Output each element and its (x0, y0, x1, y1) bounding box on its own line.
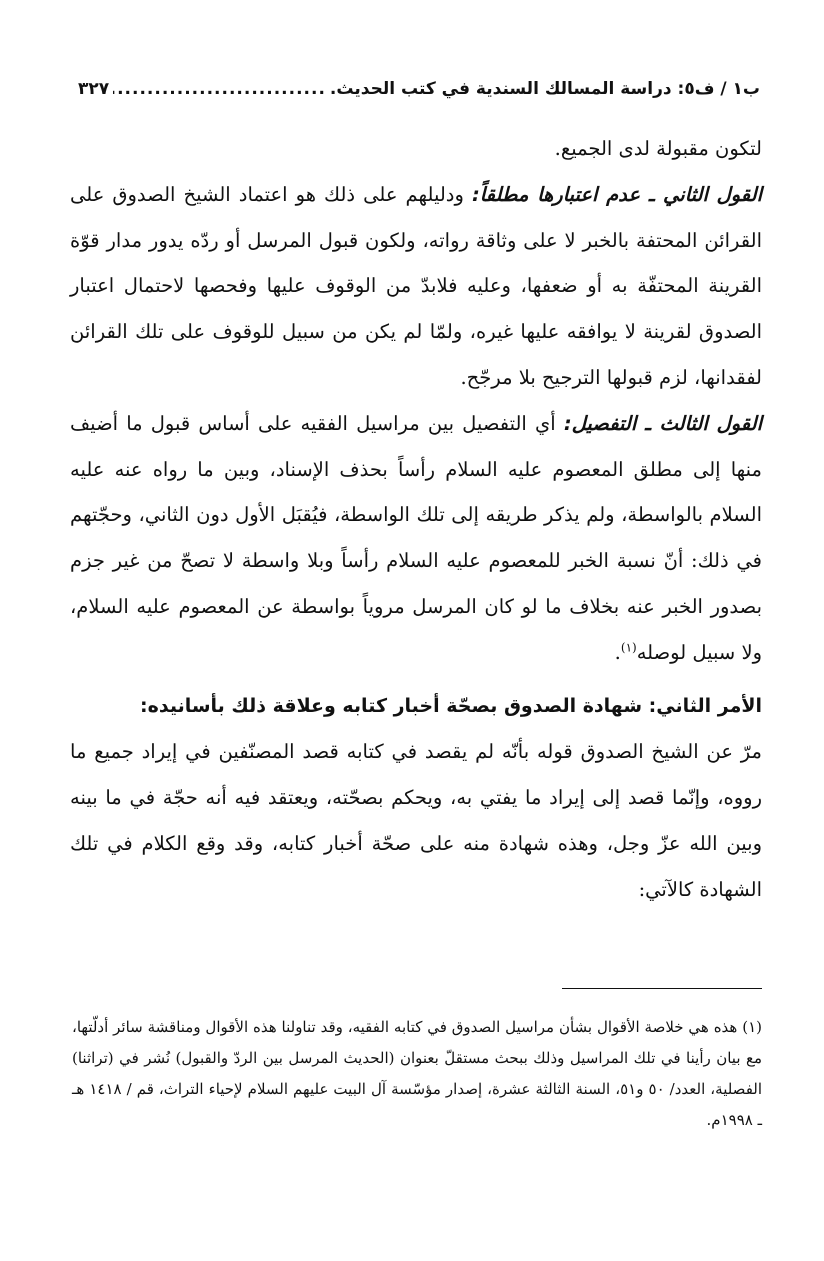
section-heading: الأمر الثاني: شهادة الصدوق بصحّة أخبار كتابه وعلاقة ذلك بأسانيده: (140, 694, 762, 717)
leader-dots (113, 79, 326, 99)
paragraph-text: أي التفصيل بين مراسيل الفقيه على أساس قبول ما أضيف منها إلى مطلق المعصوم عليه السلام رأساً بحذف الإسناد، وبين ما رواه عنه عليه السلام بالواسطة، ولم يذكر طريقه إلى تلك الواسطة، فيُقبَل الأول دون الثاني، وحجّتهم في ذلك: أنّ نسبة الخبر للمعصوم عليه السلام رأساً وبلا واسطة لا تصحّ من غير جزم بصدور الخبر عنه بخلاف ما لو كان المرسل مروياً بواسطة عن المعصوم عليه السلام، ولا سبيل لوصله (70, 411, 762, 664)
paragraph (70, 172, 762, 401)
footnote-reference: (١) (620, 640, 637, 655)
chapter-title: ب١ / ف٥: دراسة المسالك السندية في كتب الحديث. (329, 79, 760, 99)
footnote (72, 1012, 762, 1136)
opinion-heading: القول الثالث ـ التفصيل: (563, 411, 762, 435)
paragraph: مرّ عن الشيخ الصدوق قوله بأنّه لم يقصد في كتابه قصد المصنّفين في إيراد جميع ما رووه، وإنّما قصد إلى إيراد ما يفتي به، ويحكم بصحّته، ويعتقد فيه أنه حجّة في ما بينه وبين الله عزّ وجل، وهذه شهادة منه على صحّة أخبار كتابه، وقد وقع الكلام في تلك الشهادة كالآتي: (70, 740, 762, 901)
page-number: ٣٢٧ (78, 79, 110, 99)
footnotes (72, 1012, 762, 1136)
paragraph (70, 401, 762, 676)
main-text (70, 126, 762, 913)
opinion-heading: القول الثاني ـ عدم اعتبارها مطلقاً: (471, 182, 763, 206)
paragraph-end: . (614, 640, 621, 664)
paragraph: لتكون مقبولة لدى الجميع. (554, 137, 762, 160)
running-header (78, 74, 760, 104)
paragraph-text: ودليلهم على ذلك هو اعتماد الشيخ الصدوق على القرائن المحتفة بالخبر لا على وثاقة رواته، ولكون قبول المرسل أو ردّه يدور مدار قوّة القرينة المحتفّة به أو ضعفها، وعليه فلابدّ من الوقوف عليها وفحصها لاحتمال اعتبار الصدوق لقرينة لا يوافقه عليها غيره، ولمّا لم يكن من سبيل للوقوف على تلك القرائن لفقدانها، لزم قبولها الترجيح بلا مرجّح. (70, 182, 762, 389)
footnote-divider (562, 988, 762, 989)
footnote-text: هذه هي خلاصة الأقوال بشأن مراسيل الصدوق في كتابه الفقيه، وقد تناولنا هذه الأقوال ومناقشة سائر أدلّتها، مع بيان رأينا في تلك المراسيل وذلك ببحث مستقلّ بعنوان (الحديث المرسل بين الردّ والقبول) نُشر في (تراثنا) الفصلية، العدد/ ٥٠ و٥١، السنة الثالثة عشرة، إصدار مؤسّسة آل البيت عليهم السلام لإحياء التراث، قم / ١٤١٨ هـ ـ ١٩٩٨م. (72, 1018, 763, 1129)
footnote-marker: (١) (742, 1018, 762, 1036)
